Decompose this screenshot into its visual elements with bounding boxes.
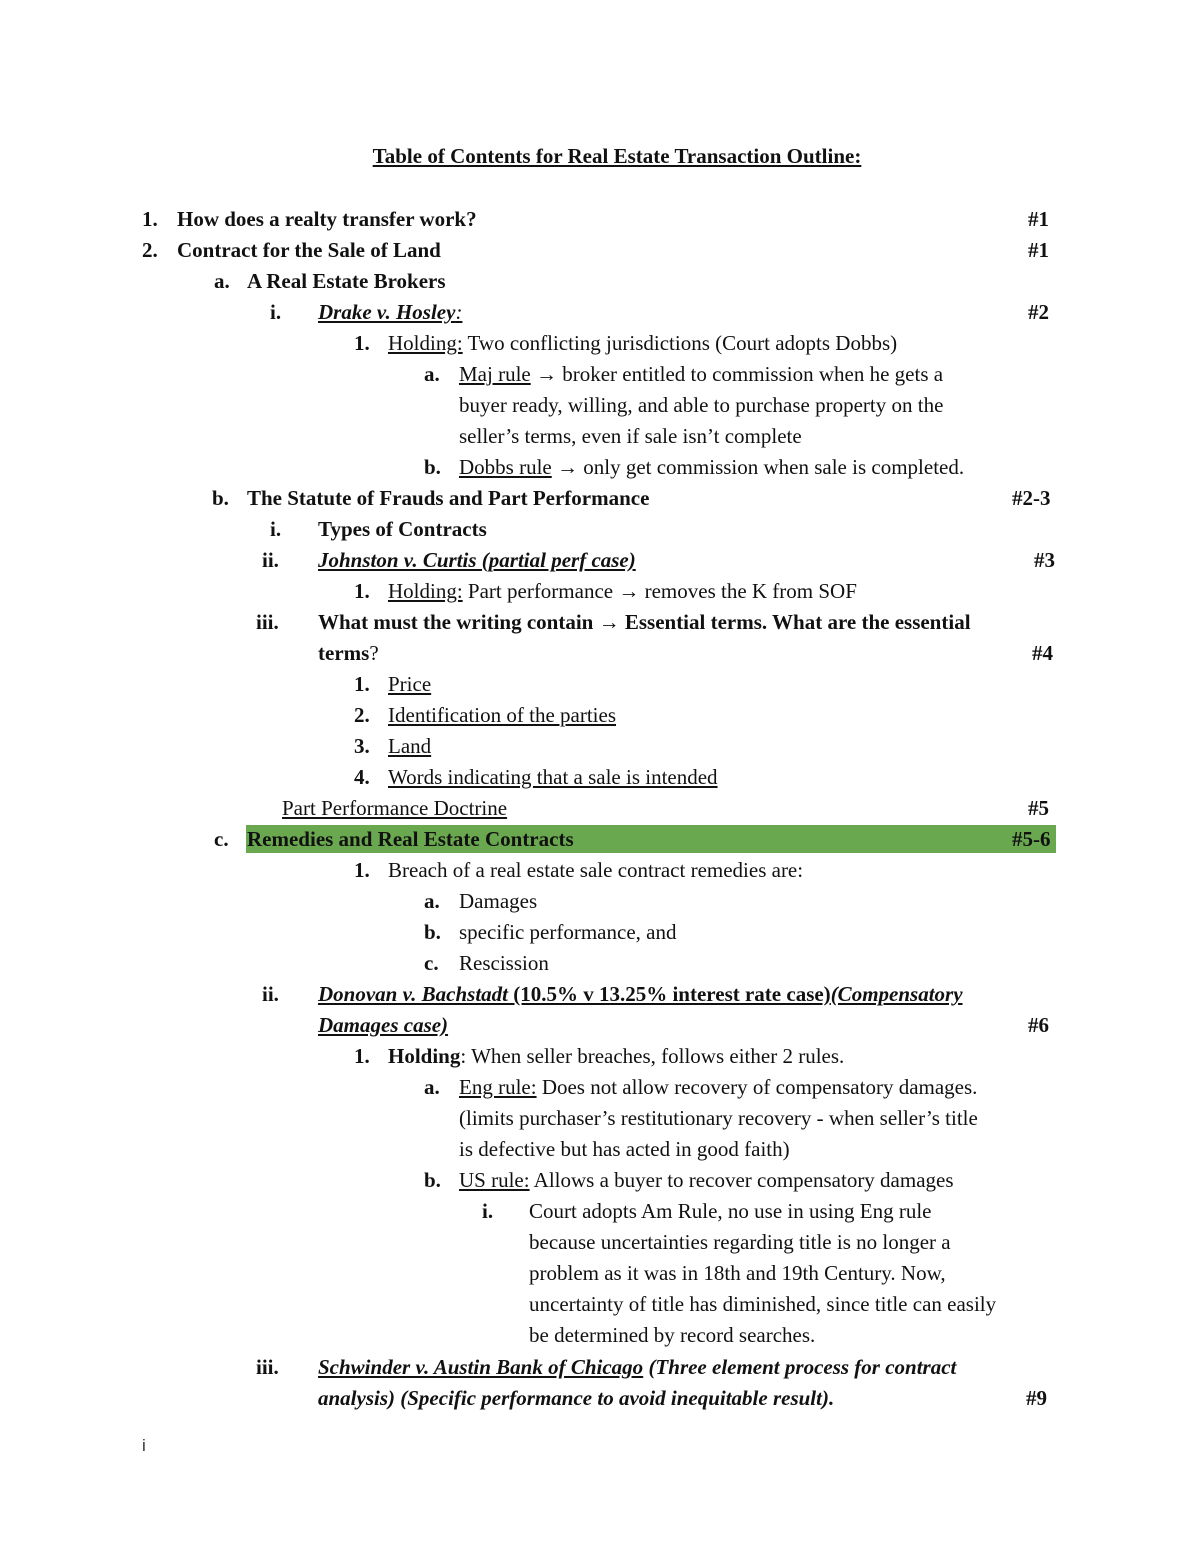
toc-line [0,1321,1200,1352]
text-segment: What must the writing contain → Essential terms. What are the essential [318,610,971,634]
text-segment: is defective but has acted in good faith) [459,1137,790,1161]
entry-text [318,515,487,543]
entry-text [459,1104,978,1132]
toc-line [0,205,1200,236]
list-marker: 4. [354,765,370,789]
entry-text [459,949,549,977]
toc-line [0,1353,1200,1384]
toc-line [0,732,1200,763]
text-segment: be determined by record searches. [529,1323,816,1347]
list-marker: 1. [354,579,370,603]
entry-text [388,329,897,357]
toc-line [0,391,1200,422]
toc-line [0,701,1200,732]
list-marker: c. [424,951,439,975]
list-marker: i. [482,1199,494,1223]
list-marker: a. [424,889,440,913]
page-reference: #3 [1034,548,1055,572]
entry-text [318,639,379,667]
entry-text [388,763,718,791]
toc-line [0,298,1200,329]
text-segment: Johnston v. Curtis (partial perf case) [318,548,636,572]
list-marker: 1. [142,207,158,231]
text-segment: Damages case) [318,1013,449,1037]
page-reference: #2-3 [1012,486,1051,510]
text-segment: A Real Estate Brokers [247,269,446,293]
text-segment: → only get commission when sale is completed. [551,455,965,479]
entry-text [388,856,803,884]
entry-text [318,298,462,326]
entry-text [318,1011,448,1039]
entry-text [247,267,446,295]
text-segment: US rule: [459,1168,530,1192]
text-segment: → broker entitled to commission when he gets a [530,362,944,386]
page-reference: #6 [1028,1013,1049,1037]
toc-line [0,329,1200,360]
toc-line [0,887,1200,918]
toc-line [0,1228,1200,1259]
toc-line [0,1104,1200,1135]
entry-text [529,1228,951,1256]
toc-line [0,1166,1200,1197]
list-marker: iii. [256,610,279,634]
text-segment: (limits purchaser’s restitutionary recovery - when seller’s title [459,1106,978,1130]
text-segment: Damages [459,889,538,913]
footer-page-number: i [142,1436,146,1455]
text-segment: Two conflicting jurisdictions (Court adopts Dobbs) [462,331,898,355]
toc-line [0,484,1200,515]
entry-text [247,484,649,512]
list-marker: i. [270,517,282,541]
text-segment: uncertainty of title has diminished, since title can easily [529,1292,997,1316]
text-segment: Remedies and Real Estate Contracts [247,827,574,851]
page-reference: #4 [1032,641,1053,665]
list-marker: c. [214,827,229,851]
list-marker: b. [212,486,229,510]
entry-text [529,1321,815,1349]
text-segment: Breach of a real estate sale contract remedies are: [388,858,804,882]
page-reference: #1 [1028,207,1049,231]
entry-text [459,1073,977,1101]
list-marker: b. [424,455,441,479]
toc-line [0,918,1200,949]
entry-text [529,1197,931,1225]
text-segment: Identification of the parties [388,703,616,727]
list-marker: 3. [354,734,370,758]
text-segment: Holding [388,1044,461,1068]
entry-text [318,546,636,574]
entry-text [388,732,431,760]
list-marker: 1. [354,672,370,696]
toc-line [0,949,1200,980]
entry-text [318,1384,834,1412]
text-segment: : [455,300,463,324]
text-segment: Donovan v. Bachstadt [318,982,508,1006]
toc-line [0,1135,1200,1166]
text-segment: Contract for the Sale of Land [177,238,441,262]
text-segment: ? [369,641,379,665]
text-segment: : When seller breaches, follows either 2 rules. [460,1044,845,1068]
toc-line [0,236,1200,267]
page-title: Table of Contents for Real Estate Transaction Outline: [372,144,862,168]
toc-line [0,577,1200,608]
text-segment: Allows a buyer to recover compensatory damages [529,1168,954,1192]
toc-line [0,639,1200,670]
text-segment: How does a realty transfer work? [177,207,477,231]
text-segment: Court adopts Am Rule, no use in using Eng rule [529,1199,932,1223]
text-segment: because uncertainties regarding title is no longer a [529,1230,951,1254]
toc-line [0,763,1200,794]
text-segment: buyer ready, willing, and able to purchase property on the [459,393,944,417]
toc-line [0,453,1200,484]
toc-line [0,825,1200,856]
text-segment: Land [388,734,432,758]
page-reference: #5-6 [1012,827,1051,851]
text-segment: analysis) (Specific performance to avoid inequitable result). [318,1386,835,1410]
text-segment: Does not allow recovery of compensatory damages. [536,1075,978,1099]
toc-line [0,1290,1200,1321]
list-marker: b. [424,920,441,944]
text-segment: problem as it was in 18th and 19th Century. Now, [529,1261,946,1285]
toc-line [0,1259,1200,1290]
toc-line [0,980,1200,1011]
toc-line [0,670,1200,701]
entry-text [318,1353,956,1381]
text-segment: Holding: [388,579,463,603]
text-segment: (10.5% v 13.25% interest rate case) [507,982,831,1006]
text-segment: (Compensatory [830,982,963,1006]
entry-text [388,577,857,605]
entry-text [388,1042,844,1070]
entry-text [282,794,507,822]
text-segment: Rescission [459,951,549,975]
list-marker: b. [424,1168,441,1192]
toc-line [0,1197,1200,1228]
page-reference: #2 [1028,300,1049,324]
text-segment: (Three element process for contract [643,1355,957,1379]
text-segment: Price [388,672,432,696]
page-reference: #5 [1028,796,1049,820]
list-marker: a. [214,269,230,293]
toc-line [0,515,1200,546]
entry-text [459,1166,954,1194]
toc-line [0,856,1200,887]
entry-text [388,701,616,729]
entry-text [529,1259,946,1287]
text-segment: Maj rule [459,362,531,386]
page-reference: #9 [1026,1386,1047,1410]
entry-text [177,205,477,233]
toc-line [0,1384,1200,1415]
list-marker: 2. [142,238,158,262]
toc-line [0,267,1200,298]
entry-text [459,422,802,450]
text-segment: Part Performance Doctrine [282,796,508,820]
entry-text [459,453,964,481]
list-marker: i. [270,300,282,324]
toc-line [0,360,1200,391]
toc-line [0,794,1200,825]
entry-text [459,1135,790,1163]
list-marker: ii. [262,548,279,572]
text-segment: Part performance → removes the K from SOF [462,579,857,603]
entry-text [529,1290,996,1318]
toc-line [0,1011,1200,1042]
text-segment: Schwinder v. Austin Bank of Chicago [318,1355,644,1379]
text-segment: seller’s terms, even if sale isn’t complete [459,424,802,448]
list-marker: a. [424,362,440,386]
text-segment: Holding: [388,331,463,355]
text-segment: specific performance, and [459,920,677,944]
entry-text [177,236,441,264]
list-marker: iii. [256,1355,279,1379]
list-marker: 1. [354,331,370,355]
list-marker: 1. [354,1044,370,1068]
toc-line [0,1073,1200,1104]
entry-text [388,670,431,698]
entry-text [459,918,676,946]
text-segment: Dobbs rule [459,455,552,479]
text-segment: The Statute of Frauds and Part Performance [247,486,650,510]
toc-line [0,546,1200,577]
toc-line [0,608,1200,639]
text-segment: terms [318,641,370,665]
list-marker: ii. [262,982,279,1006]
toc-line [0,1042,1200,1073]
entry-text [247,825,574,853]
text-segment: Words indicating that a sale is intended [388,765,718,789]
toc-line [0,422,1200,453]
page-reference: #1 [1028,238,1049,262]
text-segment: Types of Contracts [318,517,487,541]
text-segment: Drake v. Hosley [318,300,456,324]
entry-text [459,391,943,419]
entry-text [459,360,943,388]
text-segment: Eng rule: [459,1075,537,1099]
entry-text [459,887,537,915]
list-marker: 2. [354,703,370,727]
entry-text [318,980,963,1008]
list-marker: a. [424,1075,440,1099]
entry-text [318,608,971,636]
list-marker: 1. [354,858,370,882]
